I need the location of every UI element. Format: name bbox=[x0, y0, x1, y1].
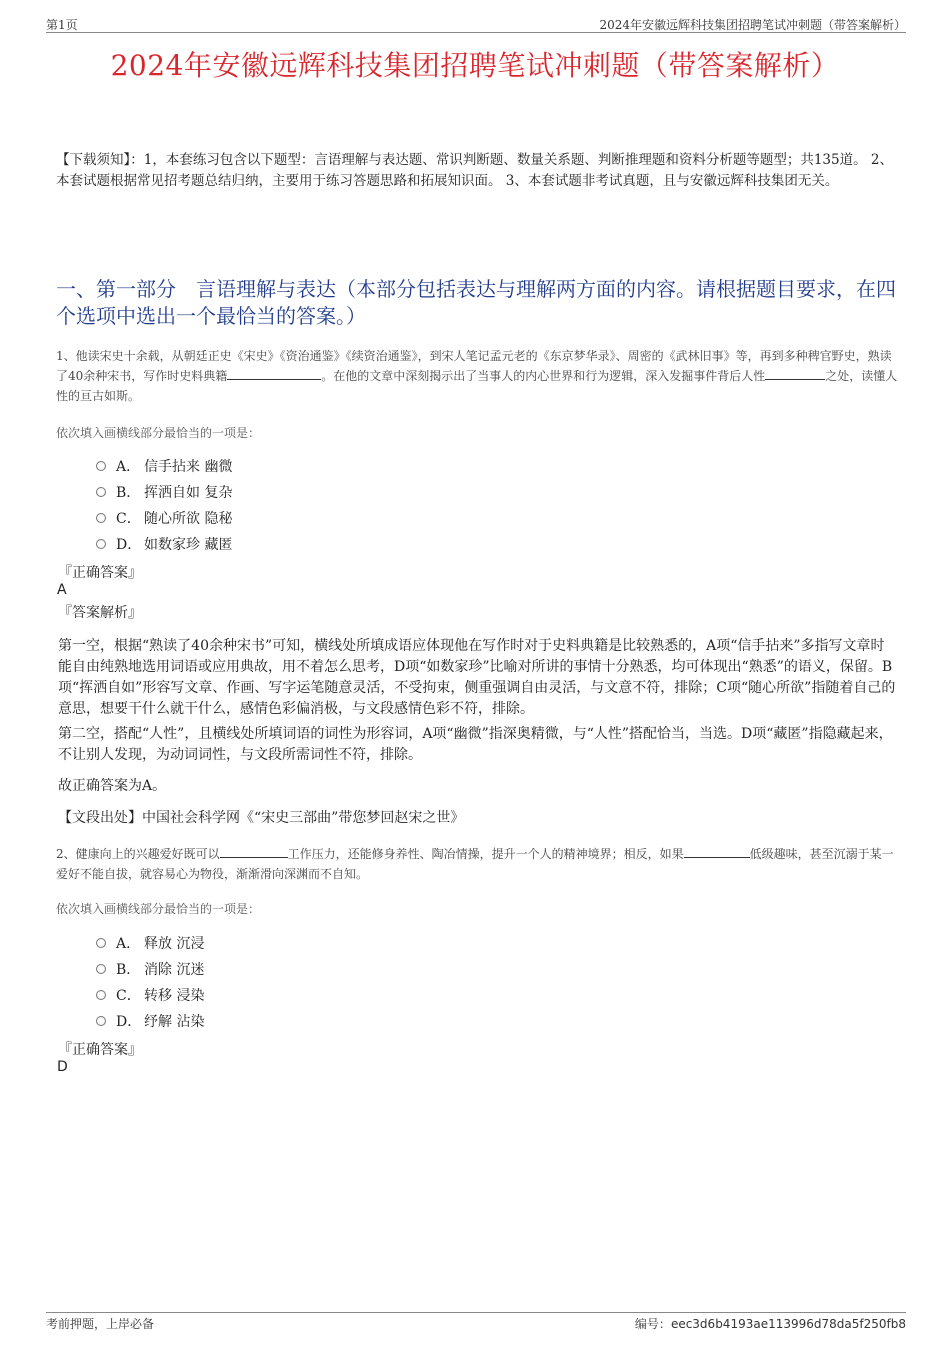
question-2-options bbox=[96, 930, 204, 1034]
analysis-paragraph-1: 第一空，根据“熟读了40余种宋书”可知，横线处所填成语应体现他在写作时对于史料典籍是比较熟悉的，A项“信手拈来”多指写文章时能自由纯熟地选用词语或应用典故，用不着怎么思考，D项“如数家珍”比喻对所讲的事情十分熟悉，均可体现出“熟悉”的语义，保留。B项“挥洒自如”形容写文章、作画、写字运笔随意灵活，不受拘束，侧重强调自由灵活，与文意不符，排除；C项“随心所欲”指随着自己的意思，想要干什么就干什么，感情色彩偏消极，与文段感情色彩不符，排除。 bbox=[58, 638, 896, 717]
radio-icon[interactable] bbox=[96, 461, 106, 471]
question-1-text bbox=[56, 346, 900, 406]
correct-answer-value: A bbox=[57, 582, 67, 598]
footer-code-label: 编号： bbox=[634, 1317, 671, 1331]
question-1-text-c: 之处，读懂人性的亘古如斯。 bbox=[56, 369, 898, 403]
footer-code-value: eec3d6b4193ae113996d78da5f250fb8 bbox=[670, 1317, 906, 1331]
radio-icon[interactable] bbox=[96, 990, 106, 1000]
blank-2 bbox=[684, 844, 750, 858]
page-footer bbox=[46, 1312, 906, 1333]
question-2-instruction: 依次填入画横线部分最恰当的一项是： bbox=[56, 902, 261, 916]
question-2-text-a: 2、健康向上的兴趣爱好既可以 bbox=[56, 847, 220, 861]
correct-answer-label: 『正确答案』 bbox=[58, 1042, 142, 1058]
question-2-text bbox=[56, 844, 900, 884]
option-c[interactable]: C． 转移 浸染 bbox=[96, 982, 204, 1008]
radio-icon[interactable] bbox=[96, 487, 106, 497]
option-a[interactable]: A． 信手拈来 幽微 bbox=[96, 453, 232, 479]
question-1-text-a: 1、他读宋史十余载，从朝廷正史《宋史》《资治通鉴》《续资治通鉴》，到宋人笔记孟元老的《东京梦华录》、周密的《武林旧事》等，再到多种稗官野史，熟读了40余种宋书，写作时史料典籍 bbox=[56, 349, 892, 383]
radio-icon[interactable] bbox=[96, 539, 106, 549]
option-d[interactable]: D． 纾解 沾染 bbox=[96, 1008, 204, 1034]
blank-1 bbox=[220, 844, 288, 858]
correct-answer-value: D bbox=[57, 1059, 68, 1075]
option-b[interactable]: B． 挥洒自如 复杂 bbox=[96, 479, 232, 505]
question-2-text-b: 工作压力，还能修身养性、陶冶情操，提升一个人的精神境界；相反，如果 bbox=[287, 847, 684, 861]
footer-code bbox=[635, 1315, 906, 1332]
question-1-text-b: 。在他的文章中深刻揭示出了当事人的内心世界和行为逻辑，深入发掘事件背后人性 bbox=[321, 369, 766, 383]
option-c[interactable]: C． 随心所欲 隐秘 bbox=[96, 505, 232, 531]
analysis-label: 『答案解析』 bbox=[58, 605, 142, 621]
radio-icon[interactable] bbox=[96, 513, 106, 523]
analysis-conclusion: 故正确答案为A。 bbox=[58, 778, 167, 794]
footer-slogan: 考前押题，上岸必备 bbox=[46, 1317, 155, 1331]
source-citation: 【文段出处】中国社会科学网《“宋史三部曲”带您梦回赵宋之世》 bbox=[58, 810, 465, 826]
radio-icon[interactable] bbox=[96, 1016, 106, 1026]
download-notice: 【下载须知】：1，本套练习包含以下题型：言语理解与表达题、常识判断题、数量关系题、判断推理题和资料分析题等题型；共135道。 2、本套试题根据常见招考题总结归纳，主要用于练习答题思路和拓展知识面。 3、本套试题非考试真题，且与安徽远辉科技集团无关。 bbox=[56, 152, 893, 189]
question-1-instruction: 依次填入画横线部分最恰当的一项是： bbox=[56, 426, 261, 440]
header-doc-title: 2024年安徽远辉科技集团招聘笔试冲刺题（带答案解析） bbox=[599, 18, 906, 32]
section-heading: 一、第一部分 言语理解与表达（本部分包括表达与理解两方面的内容。请根据题目要求，在四个选项中选出一个最恰当的答案。） bbox=[56, 277, 896, 328]
correct-answer-label: 『正确答案』 bbox=[58, 565, 142, 581]
option-d[interactable]: D． 如数家珍 藏匿 bbox=[96, 531, 232, 557]
option-b[interactable]: B． 消除 沉迷 bbox=[96, 956, 204, 982]
analysis-paragraph-2: 第二空，搭配“人性”，且横线处所填词语的词性为形容词，A项“幽微”指深奥精微，与“人性”搭配恰当，当选。D项“藏匿”指隐藏起来，不让别人发现，为动词词性，与文段所需词性不符，排除。 bbox=[58, 726, 893, 763]
radio-icon[interactable] bbox=[96, 964, 106, 974]
document-title: 2024年安徽远辉科技集团招聘笔试冲刺题（带答案解析） bbox=[110, 49, 840, 82]
page-number: 第1页 bbox=[46, 18, 78, 32]
page-header bbox=[46, 14, 906, 33]
blank-1 bbox=[227, 366, 321, 380]
question-2-text-c: 低级趣味，甚至沉溺于某一爱好不能自拔，就容易心为物役，渐渐滑向深渊而不自知。 bbox=[56, 847, 894, 881]
question-1-options bbox=[96, 453, 232, 557]
radio-icon[interactable] bbox=[96, 938, 106, 948]
blank-2 bbox=[765, 366, 825, 380]
option-a[interactable]: A． 释放 沉浸 bbox=[96, 930, 204, 956]
